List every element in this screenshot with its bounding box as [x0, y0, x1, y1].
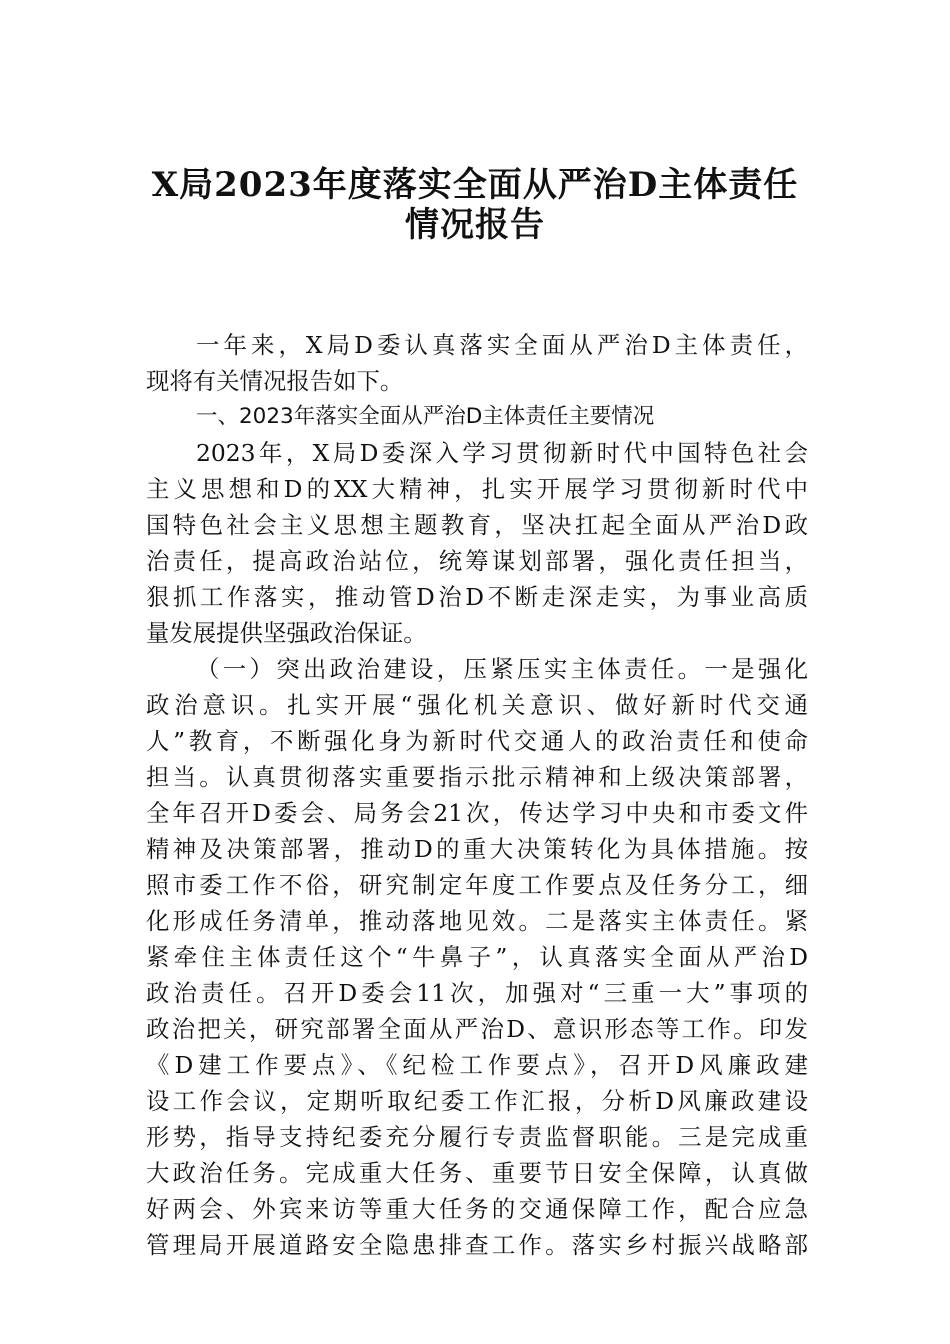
paragraph-line: 大政治任务。完成重大任务、重要节日安全保障，认真做: [146, 1159, 808, 1187]
paragraph-line: 担当。认真贯彻落实重要指示批示精神和上级决策部署，: [146, 763, 808, 791]
paragraph-line: 化形成任务清单，推动落地见效。二是落实主体责任。紧: [146, 907, 808, 935]
paragraph-line: 政治责任。召开D委会11次，加强对“三重一大”事项的: [146, 979, 808, 1007]
paragraph-line: 治责任，提高政治站位，统筹谋划部署，强化责任担当，: [146, 547, 808, 575]
paragraph-line: 全年召开D委会、局务会21次，传达学习中央和市委文件: [146, 799, 808, 827]
paragraph-line: 量发展提供坚强政治保证。: [146, 619, 427, 647]
paragraph-line: 人”教育，不断强化身为新时代交通人的政治责任和使命: [146, 727, 808, 755]
paragraph-line: 紧牵住主体责任这个“牛鼻子”，认真落实全面从严治D: [146, 943, 808, 971]
document-title-line-1: X局2023年度落实全面从严治D主体责任: [151, 165, 799, 205]
paragraph-line: 政治把关，研究部署全面从严治D、意识形态等工作。印发: [146, 1015, 808, 1043]
paragraph-line: 政治意识。扎实开展“强化机关意识、做好新时代交通: [146, 691, 808, 719]
paragraph-line: 照市委工作不俗，研究制定年度工作要点及任务分工，细: [146, 871, 808, 899]
paragraph-line: 管理局开展道路安全隐患排查工作。落实乡村振兴战略部: [146, 1231, 808, 1259]
paragraph-line: 形势，指导支持纪委充分履行专责监督职能。三是完成重: [146, 1123, 808, 1151]
intro-line: 一年来，X局D委认真落实全面从严治D主体责任，: [196, 331, 808, 359]
paragraph-line: （一）突出政治建设，压紧压实主体责任。一是强化: [196, 655, 808, 683]
paragraph-line: 2023年，X局D委深入学习贯彻新时代中国特色社会: [196, 439, 808, 467]
paragraph-line: 设工作会议，定期听取纪委工作汇报，分析D风廉政建设: [146, 1087, 808, 1115]
intro-line: 现将有关情况报告如下。: [146, 367, 404, 395]
paragraph-line: 好两会、外宾来访等重大任务的交通保障工作，配合应急: [146, 1195, 808, 1223]
paragraph-line: 主义思想和D的XX大精神，扎实开展学习贯彻新时代中: [146, 475, 808, 503]
paragraph-line: 国特色社会主义思想主题教育，坚决扛起全面从严治D政: [146, 511, 808, 539]
paragraph-line: 《D建工作要点》、《纪检工作要点》，召开D风廉政建: [146, 1051, 808, 1079]
document-title-line-2: 情况报告: [405, 205, 545, 245]
section-heading: 一、2023年落实全面从严治D主体责任主要情况: [196, 404, 655, 429]
paragraph-line: 精神及决策部署，推动D的重大决策转化为具体措施。按: [146, 835, 808, 863]
paragraph-line: 狠抓工作落实，推动管D治D不断走深走实，为事业高质: [146, 583, 808, 611]
